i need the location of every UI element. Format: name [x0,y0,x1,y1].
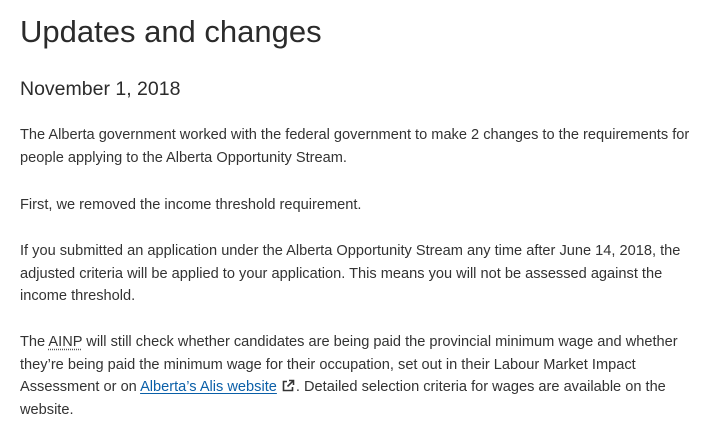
paragraph-changes-intro: The Alberta government worked with the federal government to make 2 changes to the requirements for people applying to the Alberta Opportunity Stream. [20,127,690,166]
update-date-heading: November 1, 2018 [20,78,181,100]
external-link-icon [281,379,295,393]
alis-website-link[interactable]: Alberta’s Alis website [140,379,277,395]
ainp-abbreviation[interactable]: AINP [48,334,83,350]
paragraph-adjusted-criteria: If you submitted an application under the Alberta Opportunity Stream any time after June 14, 2018, the adjusted criteria will be applied to your application. This means you will not be assessed against the income threshold. [20,243,681,304]
paragraph-wage-check [20,331,710,421]
wage-check-suffix: . Detailed selection criteria for wages are available on the website. [20,379,666,418]
paragraph-income-threshold-removed: First, we removed the income threshold requirement. [20,197,362,213]
page-title: Updates and changes [20,14,322,49]
wage-check-prefix: The [20,334,49,350]
wage-check-middle: will still check whether candidates are being paid the provincial minimum wage and whether they’re being paid the minimum wage for their occupation, set out in their Labour Market Impact Assessment or on [20,334,678,395]
